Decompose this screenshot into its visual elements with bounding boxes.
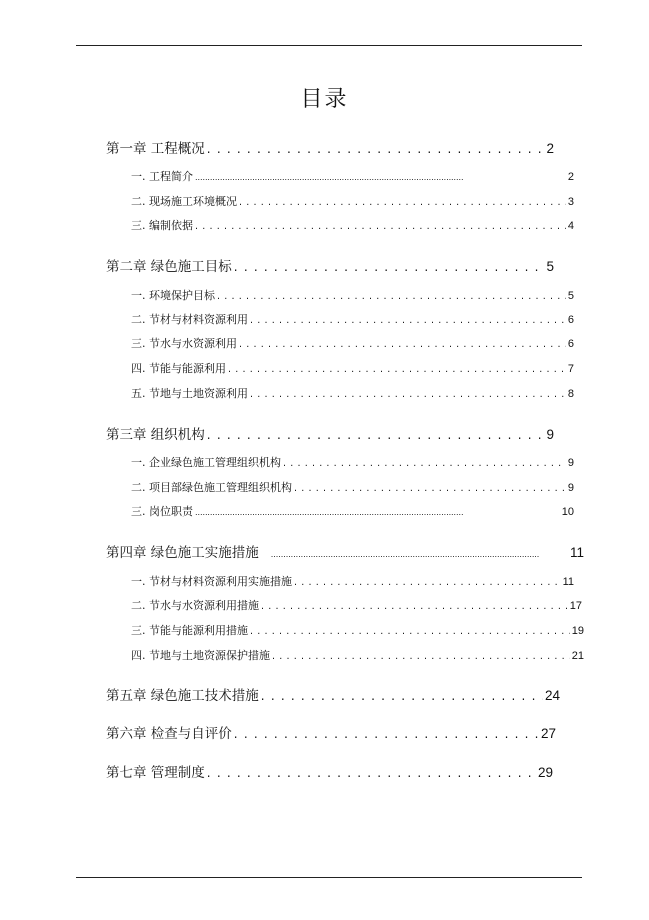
page-number: 17 bbox=[569, 600, 582, 612]
page-number: 6 bbox=[567, 314, 574, 326]
section-label: 三. 节水与水资源利用 bbox=[131, 337, 237, 350]
toc-section[interactable] bbox=[131, 335, 574, 351]
dot-leader bbox=[195, 221, 566, 232]
toc-chapter-3[interactable] bbox=[106, 423, 554, 443]
section-label: 四. 节能与能源利用 bbox=[131, 362, 226, 375]
dot-leader bbox=[283, 458, 566, 469]
toc-section[interactable] bbox=[131, 217, 574, 233]
section-label: 一. 节材与材料资源利用实施措施 bbox=[131, 575, 292, 588]
toc-section[interactable] bbox=[131, 311, 574, 327]
chapter-label: 第四章 绿色施工实施措施 bbox=[106, 545, 259, 561]
dot-leader bbox=[250, 626, 570, 637]
chapter-label: 第一章 工程概况 bbox=[106, 141, 205, 157]
page-number: 5 bbox=[546, 259, 554, 274]
chapter-label: 第七章 管理制度 bbox=[106, 765, 205, 781]
dot-leader bbox=[239, 339, 566, 350]
dot-leader bbox=[294, 483, 566, 494]
dot-leader bbox=[250, 315, 566, 326]
dot-leader bbox=[207, 142, 545, 156]
section-label: 四. 节地与土地资源保护措施 bbox=[131, 649, 270, 662]
page-number: 9 bbox=[546, 427, 554, 442]
page-number: 9 bbox=[567, 457, 574, 469]
dot-leader bbox=[261, 689, 543, 703]
page-number: 29 bbox=[537, 765, 553, 780]
toc-chapter-7[interactable] bbox=[106, 761, 553, 781]
section-label: 一. 工程简介 bbox=[131, 170, 193, 183]
toc-section[interactable] bbox=[131, 503, 574, 519]
toc-section[interactable] bbox=[131, 597, 582, 613]
section-label: 二. 现场施工环境概况 bbox=[131, 195, 237, 208]
dot-leader bbox=[239, 197, 566, 208]
toc-section[interactable] bbox=[131, 385, 574, 401]
header-rule bbox=[76, 45, 582, 46]
toc-title: 目录 bbox=[300, 87, 349, 112]
page-number: 3 bbox=[567, 196, 574, 208]
toc-chapter-4[interactable] bbox=[106, 541, 584, 561]
section-label: 三. 岗位职责 bbox=[131, 505, 193, 518]
dot-leader bbox=[294, 577, 561, 588]
toc-section[interactable] bbox=[131, 622, 584, 638]
page-number: 8 bbox=[567, 388, 574, 400]
dot-leader bbox=[195, 508, 542, 517]
dot-leader bbox=[217, 291, 566, 302]
dot-leader bbox=[272, 651, 570, 662]
toc-section[interactable] bbox=[131, 454, 574, 470]
section-label: 三. 编制依据 bbox=[131, 219, 193, 232]
page-number: 21 bbox=[571, 650, 584, 662]
toc-section[interactable] bbox=[131, 647, 584, 663]
dot-leader bbox=[228, 364, 566, 375]
dot-leader bbox=[207, 428, 545, 442]
section-label: 二. 节材与材料资源利用 bbox=[131, 313, 248, 326]
chapter-label: 第三章 组织机构 bbox=[106, 427, 205, 443]
page-number: 2 bbox=[567, 171, 574, 183]
section-label: 三. 节能与能源利用措施 bbox=[131, 624, 248, 637]
section-label: 一. 企业绿色施工管理组织机构 bbox=[131, 456, 281, 469]
dot-leader bbox=[261, 601, 568, 612]
page-number: 2 bbox=[546, 141, 554, 156]
page-number: 7 bbox=[567, 363, 574, 375]
chapter-label: 第六章 检查与自评价 bbox=[106, 726, 232, 742]
page-number: 10 bbox=[561, 506, 574, 518]
page-number: 5 bbox=[567, 290, 574, 302]
dot-leader bbox=[250, 389, 566, 400]
section-label: 一. 环境保护目标 bbox=[131, 289, 215, 302]
section-label: 二. 项目部绿色施工管理组织机构 bbox=[131, 481, 292, 494]
footer-rule bbox=[76, 877, 582, 878]
page-number: 11 bbox=[569, 545, 584, 560]
toc-chapter-2[interactable] bbox=[106, 255, 554, 275]
toc-chapter-5[interactable] bbox=[106, 684, 560, 704]
toc-section[interactable] bbox=[131, 573, 574, 589]
toc-section[interactable] bbox=[131, 168, 574, 184]
section-label: 二. 节水与水资源利用措施 bbox=[131, 599, 259, 612]
dot-leader bbox=[207, 766, 536, 780]
chapter-label: 第二章 绿色施工目标 bbox=[106, 259, 232, 275]
toc-section[interactable] bbox=[131, 479, 574, 495]
toc-chapter-1[interactable] bbox=[106, 137, 554, 157]
dot-leader bbox=[234, 727, 539, 741]
page-number: 19 bbox=[571, 625, 584, 637]
page-number: 24 bbox=[544, 688, 560, 703]
dot-leader bbox=[271, 550, 550, 559]
toc-section[interactable] bbox=[131, 360, 574, 376]
page-number: 6 bbox=[567, 338, 574, 350]
page-number: 9 bbox=[567, 482, 574, 494]
dot-leader bbox=[195, 173, 548, 182]
page-number: 4 bbox=[567, 220, 574, 232]
toc-chapter-6[interactable] bbox=[106, 722, 556, 742]
dot-leader bbox=[234, 260, 545, 274]
section-label: 五. 节地与土地资源利用 bbox=[131, 387, 248, 400]
page-number: 11 bbox=[562, 576, 574, 588]
toc-section[interactable] bbox=[131, 287, 574, 303]
page-number: 27 bbox=[540, 726, 556, 741]
chapter-label: 第五章 绿色施工技术措施 bbox=[106, 688, 259, 704]
toc-section[interactable] bbox=[131, 193, 574, 209]
